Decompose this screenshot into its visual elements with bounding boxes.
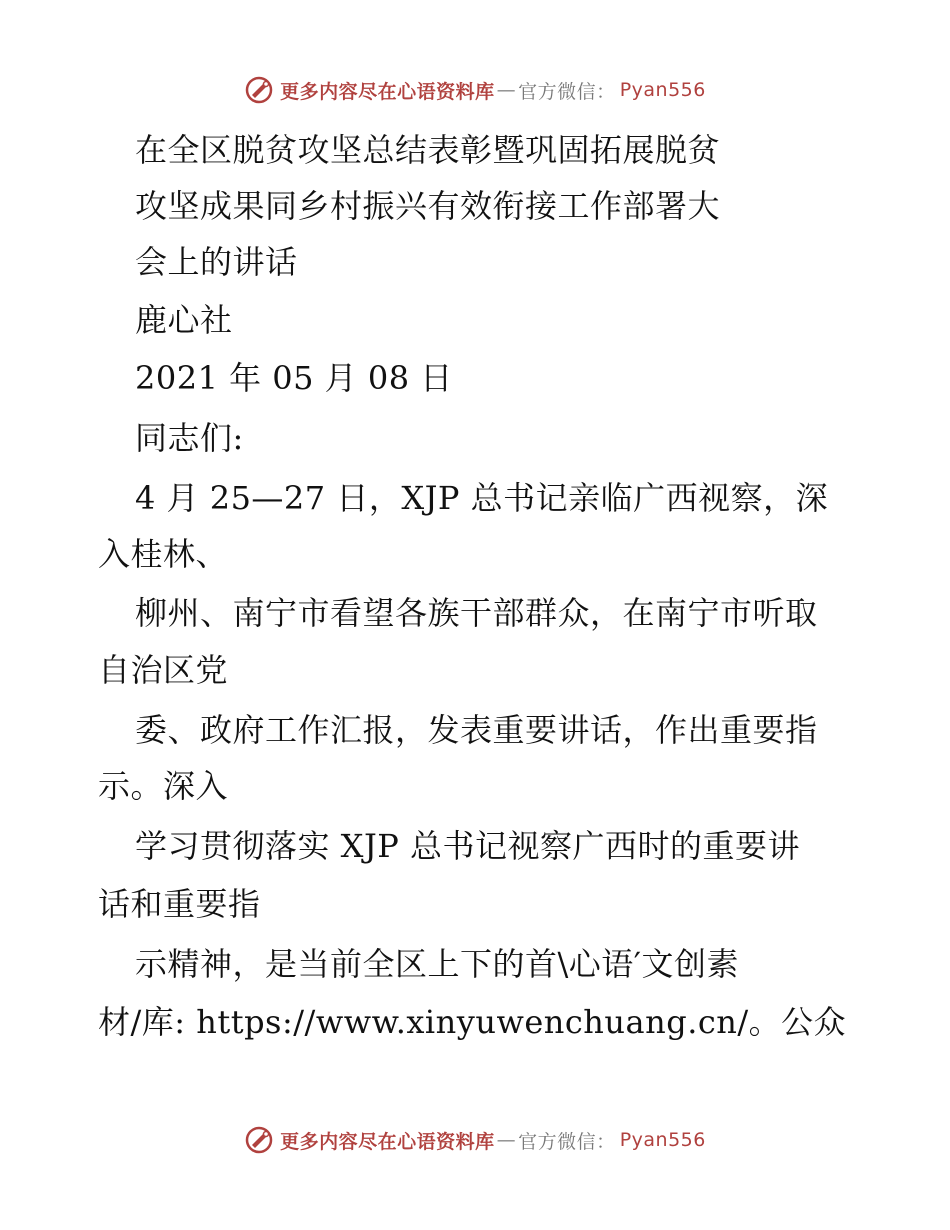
body-line: 柳州、南宁市看望各族干部群众，在南宁市听取 (135, 594, 818, 632)
title-line: 攻坚成果同乡村振兴有效衔接工作部署大 (135, 187, 721, 225)
watermark-wechat-label: 官方微信： (518, 80, 616, 103)
salutation: 同志们: (135, 419, 244, 457)
body-line: 材/库: https://www.xinyuwenchuang.cn/。公众 (98, 1003, 847, 1041)
author-source: 鹿心社 (135, 301, 233, 339)
body-line: 示精神，是当前全区上下的首\心语′文创素 (135, 945, 740, 983)
watermark-separator: — (496, 1129, 517, 1151)
document-date: 2021 年 05 月 08 日 (135, 359, 453, 397)
watermark-main-text: 更多内容尽在心语资料库 (280, 1130, 495, 1153)
title-line: 在全区脱贫攻坚总结表彰暨巩固拓展脱贫 (135, 131, 721, 169)
body-line: 学习贯彻落实 XJP 总书记视察广西时的重要讲 (135, 827, 800, 865)
brand-logo-icon (244, 1125, 274, 1155)
watermark-main-text: 更多内容尽在心语资料库 (280, 80, 495, 103)
body-line: 自治区党 (98, 651, 229, 689)
watermark-wechat-id: Pyan556 (619, 79, 706, 101)
body-line: 委、政府工作汇报，发表重要讲话，作出重要指 (135, 711, 818, 749)
footer-watermark (0, 1120, 950, 1160)
body-line: 话和重要指 (98, 885, 261, 923)
brand-logo-icon (244, 75, 274, 105)
watermark-wechat-label: 官方微信： (518, 1130, 616, 1153)
body-line: 示。深入 (98, 767, 229, 805)
header-watermark (0, 70, 950, 110)
title-line: 会上的讲话 (135, 243, 298, 281)
watermark-separator: — (496, 79, 517, 101)
watermark-wechat-id: Pyan556 (619, 1129, 706, 1151)
body-line: 入桂林、 (98, 535, 229, 573)
body-line: 4 月 25—27 日，XJP 总书记亲临广西视察，深 (135, 479, 829, 517)
